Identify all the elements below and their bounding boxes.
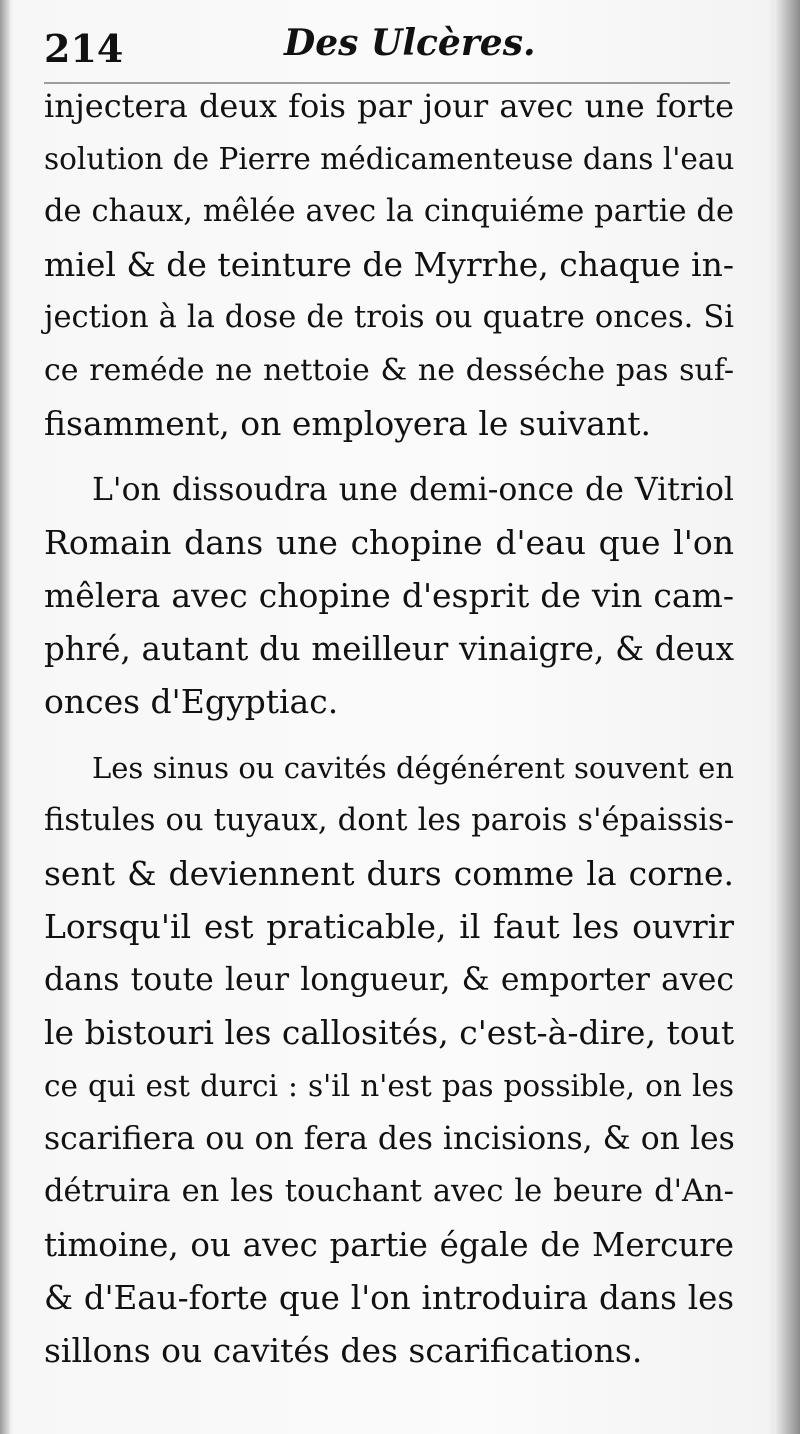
text-line: jection à la dose de trois ou quatre onces. Si bbox=[44, 300, 734, 335]
text-line: sillons ou cavités des scarifications. bbox=[44, 1331, 643, 1370]
text-line: Lorsqu'il est praticable, il faut les ouvrir bbox=[44, 907, 734, 946]
text-line: Romain dans une chopine d'eau que l'on bbox=[44, 523, 734, 562]
text-line: fistules ou tuyaux, dont les parois s'épaissis- bbox=[44, 803, 734, 838]
text-line: Les sinus ou cavités dégénérent souvent en bbox=[92, 751, 734, 785]
text-line: fisamment, on employera le suivant. bbox=[44, 404, 651, 443]
text-line: ce qui est durci : s'il n'est pas possible, on les bbox=[44, 1069, 734, 1103]
text-line: de chaux, mêlée avec la cinquiéme partie de bbox=[44, 194, 734, 229]
page-number: 214 bbox=[44, 26, 124, 71]
text-line: miel & de teinture de Myrrhe, chaque in- bbox=[44, 245, 734, 284]
text-line: dans toute leur longueur, & emporter avec bbox=[44, 962, 734, 998]
text-line: sent & deviennent durs comme la corne. bbox=[44, 854, 734, 893]
text-line: injectera deux fois par jour avec une forte bbox=[44, 87, 734, 125]
text-line: onces d'Egyptiac. bbox=[44, 682, 339, 721]
text-line: solution de Pierre médicamenteuse dans l'eau bbox=[44, 142, 735, 176]
text-line: détruira en les touchant avec le beure d'An- bbox=[44, 1174, 734, 1209]
text-line: L'on dissoudra une demi-once de Vitriol bbox=[92, 472, 734, 508]
text-line: & d'Eau-forte que l'on introduira dans les bbox=[44, 1279, 734, 1317]
text-line: scarifiera ou on fera des incisions, & on les bbox=[44, 1121, 735, 1157]
running-title: Des Ulcères. bbox=[284, 22, 536, 64]
text-line: le bistouri les callosités, c'est-à-dire, tout bbox=[44, 1013, 735, 1052]
text-line: phré, autant du meilleur vinaigre, & deux bbox=[44, 630, 734, 668]
text-line: ce reméde ne nettoie & ne desséche pas suf- bbox=[44, 353, 734, 388]
page-gutter-shadow bbox=[0, 0, 10, 1434]
text-line: mêlera avec chopine d'esprit de vin cam- bbox=[44, 576, 734, 615]
text-line: timoine, ou avec partie égale de Mercure bbox=[44, 1226, 734, 1264]
page-edge-shadow bbox=[774, 0, 800, 1434]
header-rule bbox=[44, 82, 730, 84]
